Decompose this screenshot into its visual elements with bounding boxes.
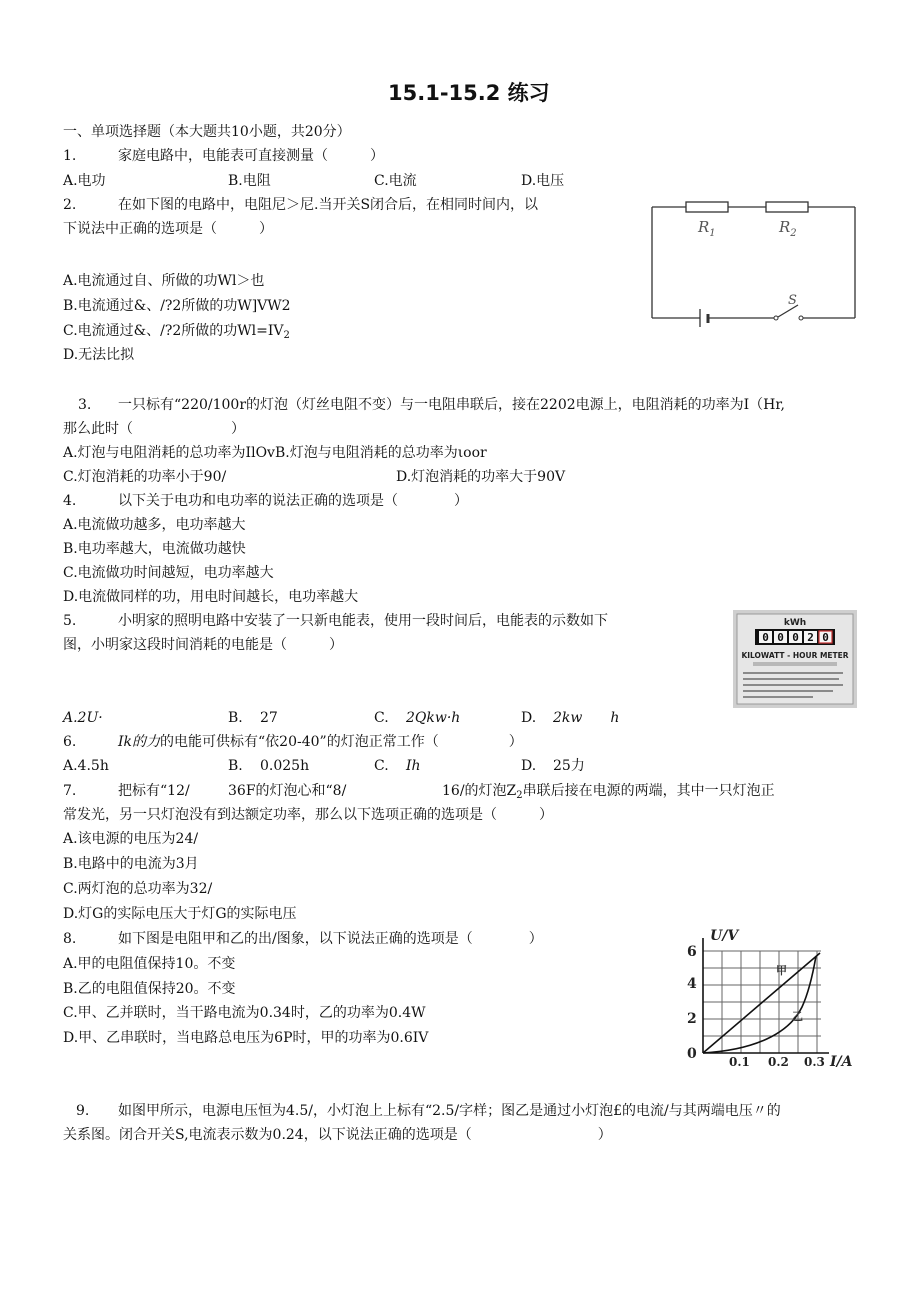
q5-option-c-letter: C.	[374, 710, 389, 726]
q2-option-c-subscript: 2	[283, 330, 290, 341]
switch-contact-right	[799, 316, 803, 320]
q4-option-b: B.电功率越大，电流做功越快	[63, 541, 246, 557]
q2-stem-line2: 下说法中正确的选项是（ ）	[63, 221, 273, 237]
q3-option-ab: A.灯泡与电阻消耗的总功率为IlOvB.灯泡与电阻消耗的总功率为ιoor	[63, 445, 487, 461]
q8-stem: 如下图是电阻甲和乙的出/图象，以下说法正确的选项是（ ）	[118, 931, 543, 947]
q2-option-c	[63, 322, 290, 340]
graph-x-tick-0.1: 0.1	[729, 1055, 750, 1069]
q8-option-a: A.甲的电阻值保持10。不变	[63, 956, 236, 972]
q1-option-d: D.电压	[521, 173, 565, 189]
q9-stem-line2: 关系图。闭合开关S,电流表示数为0.24，以下说法正确的选项是（ ）	[63, 1127, 612, 1143]
q5-stem-line1: 小明家的照明电路中安装了一只新电能表，使用一段时间后，电能表的示数如下	[118, 613, 608, 629]
meter-rotor-slot	[753, 662, 837, 666]
meter-unit-label: kWh	[783, 618, 807, 628]
q7-option-d: D.灯G的实际电压大于灯G的实际电压	[63, 906, 297, 922]
q6-option-a: A.4.5h	[63, 758, 109, 774]
q8-option-d: D.甲、乙串联时，当电路总电压为6P时，甲的功率为0.6IV	[63, 1030, 429, 1046]
q2-option-b: B.电流通过&、/?2所做的功W]VW2	[63, 298, 291, 314]
q7-stem-part1: 把标有“12/	[118, 783, 190, 799]
q2-option-c-text: C.电流通过&、/?2所做的功Wl=IV	[63, 323, 284, 339]
q6-option-d-letter: D.	[521, 758, 537, 774]
graph-x-axis-label: I/A	[830, 1054, 853, 1070]
q4-option-c: C.电流做功时间越短，电功率越大	[63, 565, 274, 581]
q7-stem-part3-tail: 串联后接在电源的两端，其中一只灯泡正	[522, 783, 775, 799]
q6-option-d-value: 25力	[553, 758, 585, 774]
q5-meter-face	[733, 610, 857, 708]
q3-option-d: D.灯泡消耗的功率大于90V	[396, 469, 566, 485]
meter-digit-5: 0	[822, 631, 829, 644]
graph-x-tick-0.2: 0.2	[768, 1055, 789, 1069]
q6-option-b-letter: B.	[228, 758, 243, 774]
q2-circuit-diagram	[648, 196, 860, 328]
graph-y-axis-label: U/V	[710, 928, 739, 944]
q1-option-c: C.电流	[374, 173, 417, 189]
q8-option-c: C.甲、乙并联时，当干路电流为0.34时，乙的功率为0.4W	[63, 1005, 426, 1021]
meter-digit-4: 2	[807, 631, 814, 644]
meter-digit-3: 0	[792, 631, 799, 644]
q5-option-d-letter: D.	[521, 710, 537, 726]
r2-label: $R_2$	[779, 218, 797, 239]
graph-label-yi: 乙	[792, 1010, 803, 1023]
q6-option-c-letter: C.	[374, 758, 389, 774]
graph-y-tick-6: 6	[687, 944, 697, 960]
graph-label-jia: 甲	[776, 964, 787, 977]
q7-option-a: A.该电源的电压为24/	[63, 831, 199, 847]
q8-ui-graph	[684, 924, 856, 1070]
switch-label: S	[788, 293, 797, 308]
section-heading: 一、单项选择题（本大题共10小题，共20分）	[63, 124, 351, 140]
q1-option-a: A.电功	[63, 173, 106, 189]
meter-digit-2: 0	[777, 631, 784, 644]
q2-stem-line1: 在如下图的电路中，电阻尼＞尼.当开关S闭合后，在相同时间内，以	[118, 197, 539, 213]
graph-x-tick-0.3: 0.3	[804, 1055, 825, 1069]
q6-option-c-value: Ih	[406, 758, 421, 774]
q3-number: 3.	[78, 397, 92, 413]
resistor-r2	[766, 202, 808, 212]
meter-brand-label: KILOWATT - HOUR METER	[741, 651, 849, 660]
q6-stem	[118, 733, 523, 751]
q5-option-b-letter: B.	[228, 710, 243, 726]
q8-number: 8.	[63, 931, 77, 947]
q7-stem-part3	[442, 782, 775, 800]
graph-y-tick-2: 2	[687, 1011, 697, 1027]
q7-stem-subscript: 2	[516, 790, 523, 801]
q5-number: 5.	[63, 613, 77, 629]
q4-number: 4.	[63, 493, 77, 509]
q7-option-b: B.电路中的电流为3月	[63, 856, 199, 872]
q6-stem-rest: 的电能可供标有“依20-40”的灯泡正常工作（ ）	[160, 734, 523, 750]
q5-option-b-value: 27	[260, 710, 278, 726]
q8-option-b: B.乙的电阻值保持20。不变	[63, 981, 236, 997]
graph-y-tick-0: 0	[687, 1046, 697, 1062]
r1-label: $R_1$	[698, 218, 716, 239]
q1-stem: 家庭电路中，电能表可直接测量（ ）	[118, 148, 384, 164]
meter-digit-1: 0	[762, 631, 769, 644]
q2-option-d: D.无法比拟	[63, 347, 135, 363]
q7-option-c: C.两灯泡的总功率为32/	[63, 881, 213, 897]
graph-y-tick-4: 4	[687, 976, 697, 992]
q6-option-b-value: 0.025h	[260, 758, 310, 774]
q1-option-b: B.电阻	[228, 173, 271, 189]
q5-option-c-value: 2Qkw·h	[406, 710, 461, 726]
q4-option-d: D.电流做同样的功，用电时间越长，电功率越大	[63, 589, 359, 605]
q7-stem-part2: 36F的灯泡心和“8/	[228, 783, 347, 799]
q6-stem-italic: Ik的力	[118, 734, 161, 750]
q3-stem-line1: 一只标有“220/100r的灯泡（灯丝电阻不变）与一电阻串联后，接在2202电源上，电阻消耗的功率为I（Hr,	[118, 397, 785, 413]
q7-stem-line2: 常发光，另一只灯泡没有到达额定功率，那么以下选项正确的选项是（ ）	[63, 807, 553, 823]
q5-option-a: A.2U·	[63, 710, 103, 726]
q1-number: 1.	[63, 148, 77, 164]
q2-option-a: A.电流通过自、所做的功Wl＞也	[63, 273, 265, 289]
q3-option-c: C.灯泡消耗的功率小于90/	[63, 469, 227, 485]
q2-number: 2.	[63, 197, 77, 213]
switch-contact-left	[774, 316, 778, 320]
q9-stem-line1: 如图甲所示，电源电压恒为4.5/，小灯泡上上标有“2.5/字样；图乙是通过小灯泡£的电流/与其两端电压〃的	[118, 1103, 781, 1119]
resistor-r1	[686, 202, 728, 212]
q7-stem-part3-text: 16/的灯泡Z	[442, 783, 517, 799]
q4-option-a: A.电流做功越多，电功率越大	[63, 517, 246, 533]
q9-number: 9.	[76, 1103, 90, 1119]
page-title: 15.1-15.2 练习	[388, 81, 550, 105]
q6-number: 6.	[63, 734, 77, 750]
q3-stem-line2: 那么此时（ ）	[63, 421, 245, 437]
q5-option-d-value: 2kw h	[553, 710, 620, 726]
q7-number: 7.	[63, 783, 77, 799]
q4-stem: 以下关于电功和电功率的说法正确的选项是（ ）	[118, 493, 468, 509]
q5-stem-line2: 图，小明家这段时间消耗的电能是（ ）	[63, 637, 343, 653]
